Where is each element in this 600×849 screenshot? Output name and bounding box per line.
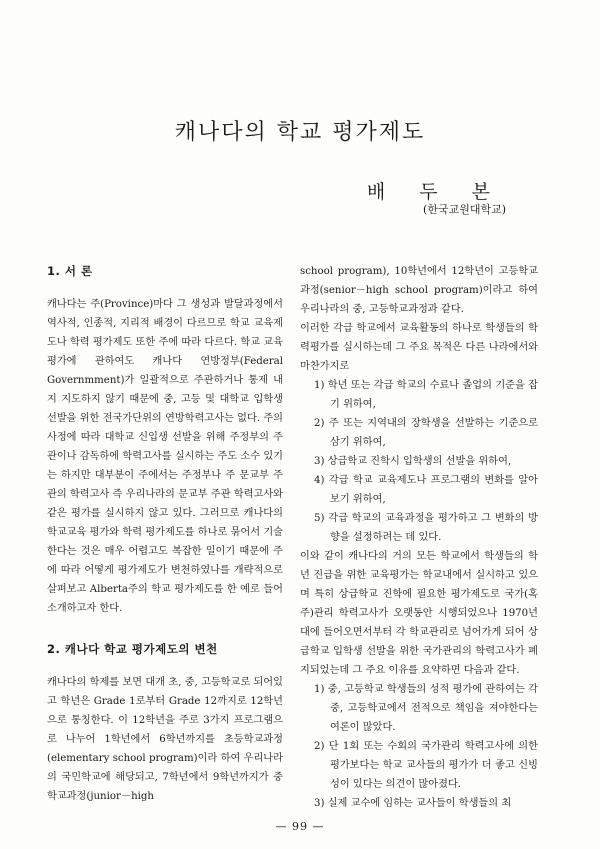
list-item: 3) 실제 교수에 임하는 교사들이 학생들의 최: [314, 798, 512, 809]
paragraph-evaluation-purpose: 이러한 각급 학교에서 교육활동의 하나로 학생들의 학력평가를 실시하는데 그 주요 목적은 다른 나라에서와 마찬가지로: [300, 323, 538, 372]
reason-list: [300, 680, 538, 813]
paragraph-national-exam: 이와 같이 캐나다의 거의 모든 학교에서 학생들의 학년 진급을 위한 교육평가는 학교내에서 실시하고 있으며 특히 상급학교 진학에 필요한 평가제도로 국가(혹 주)관리 학력고사가 오랫동안 시행되었으나 1970년대에 들어오면서부터 각 학교관리로 넘어가게 되어 상급학교 입학생 선발을 위한 국가관리의 학력고사가 폐지되었는데 그 주요 이유를 요약하면 다음과 같다.: [300, 551, 538, 676]
left-column: [47, 262, 283, 806]
list-item: 1) 학년 또는 각급 학교의 수료나 졸업의 기준을 잡기 위하여,: [314, 380, 538, 410]
list-item: 1) 중, 고등학교 학생들의 성적 평가에 관하여는 각 중, 고등학교에서 전적으로 책임을 져야한다는 여론이 많았다.: [314, 684, 538, 733]
list-item: 2) 단 1회 또는 수회의 국가관리 학력고사에 의한 평가보다는 학교 교사들의 평가가 더 좋고 신빙성이 있다는 의견이 많아졌다.: [314, 741, 538, 790]
page-number: — 99 —: [275, 820, 325, 833]
paragraph-school-system: 캐나다의 학제를 보면 대개 초, 중, 고등학교로 되어있고 학년은 Grade 1로부터 Grade 12까지로 12학년으로 통칭한다. 이 12학년을 주로 3가지 프로그램으로 나누어 1학년에서 6학년까지를 초등학교과정(elementary school program)이라 하여 우리나라의 국민학교에 해당되고, 7학년에서 9학년까지가 중학교과정(junior－high: [47, 677, 283, 802]
purpose-list: [300, 376, 538, 547]
right-column: [300, 262, 538, 813]
paragraph-introduction: 캐나다는 주(Province)마다 그 생성과 발달과정에서 역사적, 인종적, 지리적 배경이 다르므로 학교 교육제도나 학력 평가제도 또한 주에 따라 다르다. 학교 교육평가에 관하여도 캐나다 연방정부(Federal Governmment)가 일괄적으로 주관하거나 통제 내지 지도하지 않기 때문에 중, 고등 및 대학교 입학생 선발을 위한 전국가단위의 연방학력고사는 없다. 주의 사정에 따라 대학교 신입생 선발을 위해 주정부의 주관이나 감독하에 학력고사를 실시하는 주도 소수 있기는 하지만 대부분이 주에서는 주정부나 주 문교부 주관의 학력고사 즉 우리나라의 문교부 주관 학력고사와 같은 평가를 실시하지 않고 있다. 그러므로 캐나다의 학교교육 평가와 학력 평가제도를 하나로 묶어서 기술한다는 것은 매우 어렵고도 복잡한 일이기 때문에 주에 따라 어떻게 평가제도가 변천하였나를 개략적으로 살펴보고 Alberta주의 학교 평가제도를 한 예로 들어 소개하고자 한다.: [47, 299, 283, 614]
list-item: 3) 상급학교 진학시 입학생의 선발을 위하여,: [314, 456, 512, 467]
section-heading-introduction: 1. 서 론: [47, 264, 93, 278]
author-affiliation: (한국교원대학교): [423, 203, 506, 216]
paragraph-continued: school program), 10학년에서 12학년이 고등학교과정(senior－high school program)이라고 하여 우리나라의 중, 고등학교과정과 같다.: [300, 266, 538, 315]
list-item: 5) 각급 학교의 교육과정을 평가하고 그 변화의 방향을 설정하려는 데 있다.: [314, 513, 538, 543]
article-title: 캐나다의 학교 평가제도: [174, 120, 426, 145]
section-heading-history: 2. 캐나다 학교 평가제도의 변천: [47, 642, 218, 656]
author-name: 배 두 본: [366, 181, 504, 203]
list-item: 4) 각급 학교 교육제도나 프로그램의 변화를 알아보기 위하여,: [314, 475, 538, 505]
list-item: 2) 주 또는 지역내의 장학생을 선발하는 기준으로 삼기 위하여,: [314, 418, 538, 448]
